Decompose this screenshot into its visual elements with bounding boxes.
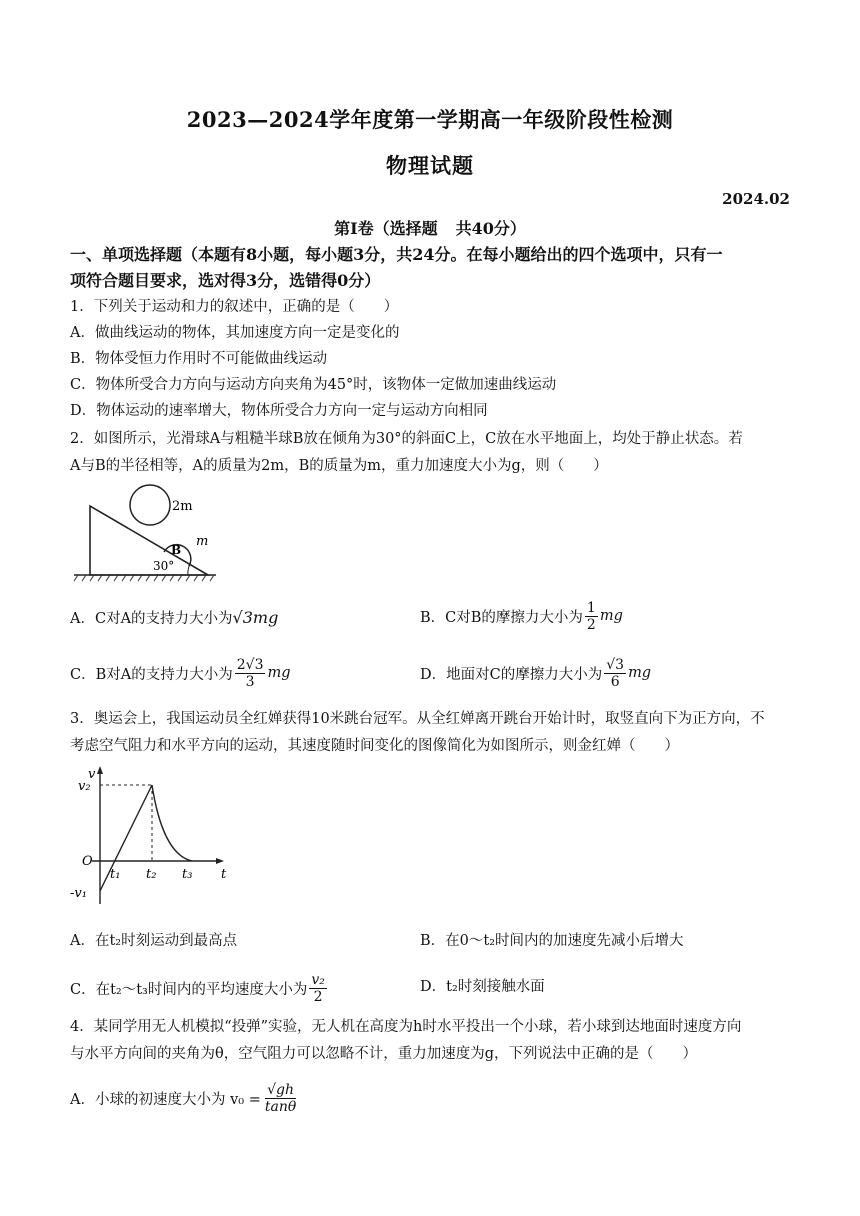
neg-v1-label: -v₁ [70, 886, 87, 901]
ground-hatching [74, 575, 214, 581]
part-heading-a: 第Ⅰ卷（选择题 [334, 219, 438, 238]
q4-stem-line2: 与水平方向间的夹角为θ，空气阻力可以忽略不计，重力加速度为g，下列说法中正确的是（ ） [70, 1046, 698, 1062]
q3-velocity-graph [70, 764, 230, 914]
y-axis-arrow [97, 766, 103, 774]
mass-b-label: m [196, 534, 209, 549]
part-heading-b: 共40分） [455, 219, 526, 238]
q3-option-b: B．在0～t₂时间内的加速度先减小后增大 [420, 933, 684, 949]
x-axis-arrow [216, 858, 224, 864]
q1-option-b: B．物体受恒力作用时不可能做曲线运动 [70, 351, 328, 367]
q2-option-b: B．C对B的摩擦力大小为 $\frac{1}{2}$ mg [420, 599, 623, 633]
velocity-line [100, 785, 152, 891]
section-heading-line2: 项符合题目要求，选对得3分，选错得0分） [70, 271, 381, 290]
exam-title: 2023—2024学年度第一学期高一年级阶段性检测 [186, 107, 674, 132]
q3-option-d: D．t₂时刻接触水面 [420, 979, 545, 995]
q2-stem-line1: 2．如图所示，光滑球A与粗糙半球B放在倾角为30°的斜面C上，C放在水平地面上，均处于静止状态。若 [70, 431, 743, 447]
mass-a-label: 2m [172, 499, 193, 514]
angle-arc [188, 564, 190, 575]
v2-label: v₂ [78, 779, 91, 794]
section-heading [70, 242, 794, 294]
v-axis-label: v [88, 767, 96, 782]
t-axis-label: t [221, 867, 227, 882]
q2-stem-line2: A与B的半径相等，A的质量为2m，B的质量为m，重力加速度大小为g，则（ ） [70, 458, 608, 474]
t2-label: t₂ [146, 867, 157, 882]
origin-label: O [82, 854, 93, 869]
q1-option-c: C．物体所受合力方向与运动方向夹角为45°时，该物体一定做加速曲线运动 [70, 377, 557, 393]
q2-option-c: C．B对A的支持力大小为 $\frac{2√3}{3}$ mg [70, 656, 291, 690]
q1-option-d: D．物体运动的速率增大，物体所受合力方向一定与运动方向相同 [70, 403, 488, 419]
q2-option-a: A．C对A的支持力大小为 √3mg [70, 607, 279, 627]
q1-stem: 1．下列关于运动和力的叙述中，正确的是（ ） [70, 299, 399, 315]
q2-incline-figure [70, 484, 220, 584]
t1-label: t₁ [110, 867, 121, 882]
q3-option-a: A．在t₂时刻运动到最高点 [70, 933, 238, 949]
q3-stem-line2: 考虑空气阻力和水平方向的运动，其速度随时间变化的图像简化为如图所示，则金红婵（ ） [70, 738, 679, 754]
exam-date: 2024.02 [722, 190, 790, 208]
t3-label: t₃ [182, 867, 193, 882]
velocity-curve [152, 785, 192, 861]
q3-option-c: C．在t₂～t₃时间内的平均速度大小为 $\frac{\text{v₂}}{2}$ [70, 971, 325, 1005]
section-heading-line1: 一、单项选择题（本题有8小题，每小题3分，共24分。在每小题给出的四个选项中，只有一 [70, 245, 723, 264]
q1-option-a: A．做曲线运动的物体，其加速度方向一定是变化的 [70, 325, 400, 341]
q2-option-d: D．地面对C的摩擦力大小为 $\frac{√3}{6}$ mg [420, 656, 652, 690]
q3-stem-line1: 3．奥运会上，我国运动员全红婵获得10米跳台冠军。从全红婵离开跳台开始计时，取竖直向下为正方向，不 [70, 711, 765, 727]
q4-option-a: A．小球的初速度大小为 v₀ = $\frac{√gh}{\tan\theta}$ [70, 1081, 297, 1115]
q4-stem-line1: 4．某同学用无人机模拟“投弹”实验，无人机在高度为h时水平投出一个小球，若小球到达地面时速度方向 [70, 1019, 742, 1035]
part-heading [0, 216, 860, 239]
exam-subtitle: 物理试题 [386, 153, 474, 178]
ball-b-label: B [171, 543, 182, 557]
angle-label: 30° [153, 559, 175, 573]
ball-a [130, 485, 170, 525]
